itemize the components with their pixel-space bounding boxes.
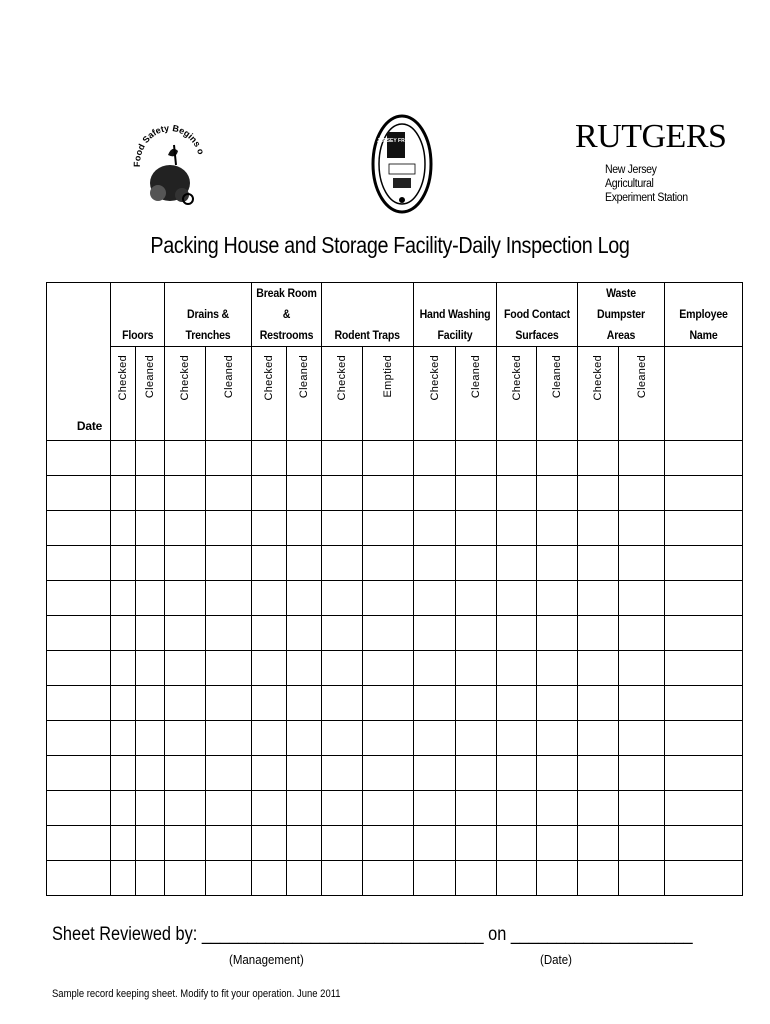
check-entry-cell[interactable] — [136, 651, 165, 686]
check-entry-cell[interactable] — [619, 826, 665, 861]
check-entry-cell[interactable] — [206, 756, 252, 791]
check-entry-cell[interactable] — [537, 721, 578, 756]
check-entry-cell[interactable] — [537, 616, 578, 651]
sub-header — [252, 347, 287, 441]
check-entry-cell[interactable] — [287, 861, 322, 896]
group-header-2 — [252, 283, 322, 347]
check-entry-cell[interactable] — [619, 721, 665, 756]
group-header-6 — [578, 283, 665, 347]
check-entry-cell[interactable] — [322, 511, 363, 546]
date-entry-cell[interactable] — [47, 861, 111, 896]
check-entry-cell[interactable] — [136, 616, 165, 651]
check-entry-cell[interactable] — [619, 476, 665, 511]
check-entry-cell[interactable] — [252, 651, 287, 686]
check-entry-cell[interactable] — [363, 546, 414, 581]
check-entry-cell[interactable] — [322, 721, 363, 756]
check-entry-cell[interactable] — [414, 651, 456, 686]
date-entry-cell[interactable] — [47, 441, 111, 476]
check-entry-cell[interactable] — [578, 826, 619, 861]
check-entry-cell[interactable] — [578, 686, 619, 721]
check-entry-cell[interactable] — [165, 476, 206, 511]
table-row — [47, 511, 743, 546]
check-entry-cell[interactable] — [578, 581, 619, 616]
check-entry-cell[interactable] — [287, 686, 322, 721]
employee-entry-cell[interactable] — [665, 861, 743, 896]
employee-entry-cell[interactable] — [665, 686, 743, 721]
table-row — [47, 546, 743, 581]
check-entry-cell[interactable] — [456, 721, 497, 756]
check-entry-cell[interactable] — [111, 686, 136, 721]
sub-header — [456, 347, 497, 441]
check-entry-cell[interactable] — [252, 861, 287, 896]
group-header-label: Drains & Trenches — [185, 307, 231, 342]
date-entry-cell[interactable] — [47, 476, 111, 511]
check-entry-cell[interactable] — [322, 826, 363, 861]
check-entry-cell[interactable] — [363, 511, 414, 546]
date-header — [47, 283, 111, 441]
employee-name-header — [665, 283, 743, 347]
sheet-reviewed-line: Sheet Reviewed by: _______________________________ on ____________________ — [52, 924, 693, 945]
sub-header-label: Cleaned — [635, 355, 648, 399]
rutgers-logo — [573, 117, 727, 204]
date-entry-cell[interactable] — [47, 651, 111, 686]
check-entry-cell[interactable] — [619, 756, 665, 791]
check-entry-cell[interactable] — [111, 476, 136, 511]
check-entry-cell[interactable] — [252, 511, 287, 546]
food-safety-logo — [128, 105, 208, 215]
check-entry-cell[interactable] — [414, 476, 456, 511]
check-entry-cell[interactable] — [537, 686, 578, 721]
check-entry-cell[interactable] — [497, 826, 537, 861]
check-entry-cell[interactable] — [578, 651, 619, 686]
check-entry-cell[interactable] — [578, 616, 619, 651]
check-entry-cell[interactable] — [619, 616, 665, 651]
check-entry-cell[interactable] — [322, 686, 363, 721]
check-entry-cell[interactable] — [322, 546, 363, 581]
group-header-3 — [322, 283, 414, 347]
check-entry-cell[interactable] — [252, 581, 287, 616]
jersey-fresh-logo — [371, 112, 433, 216]
check-entry-cell[interactable] — [165, 651, 206, 686]
check-entry-cell[interactable] — [537, 476, 578, 511]
check-entry-cell[interactable] — [322, 861, 363, 896]
check-entry-cell[interactable] — [619, 511, 665, 546]
check-entry-cell[interactable] — [287, 616, 322, 651]
check-entry-cell[interactable] — [111, 511, 136, 546]
date-entry-cell[interactable] — [47, 721, 111, 756]
date-entry-cell[interactable] — [47, 826, 111, 861]
check-entry-cell[interactable] — [206, 721, 252, 756]
check-entry-cell[interactable] — [497, 616, 537, 651]
check-entry-cell[interactable] — [165, 441, 206, 476]
employee-entry-cell[interactable] — [665, 616, 743, 651]
inspection-log-table — [46, 282, 743, 896]
group-header-5 — [497, 283, 578, 347]
check-entry-cell[interactable] — [111, 651, 136, 686]
check-entry-cell[interactable] — [136, 476, 165, 511]
check-entry-cell[interactable] — [111, 756, 136, 791]
check-entry-cell[interactable] — [206, 826, 252, 861]
sub-header — [287, 347, 322, 441]
check-entry-cell[interactable] — [287, 546, 322, 581]
table-row — [47, 686, 743, 721]
employee-entry-cell[interactable] — [665, 721, 743, 756]
svg-text:Food Safety Begins on the Farm — [128, 105, 206, 167]
table-row — [47, 826, 743, 861]
check-entry-cell[interactable] — [206, 476, 252, 511]
check-entry-cell[interactable] — [287, 511, 322, 546]
check-entry-cell[interactable] — [206, 581, 252, 616]
sub-header — [136, 347, 165, 441]
check-entry-cell[interactable] — [287, 581, 322, 616]
employee-entry-cell[interactable] — [665, 546, 743, 581]
check-entry-cell[interactable] — [497, 791, 537, 826]
sub-header-label: Cleaned — [144, 355, 156, 399]
check-entry-cell[interactable] — [363, 581, 414, 616]
check-entry-cell[interactable] — [414, 861, 456, 896]
check-entry-cell[interactable] — [136, 546, 165, 581]
check-entry-cell[interactable] — [456, 791, 497, 826]
check-entry-cell[interactable] — [287, 756, 322, 791]
check-entry-cell[interactable] — [206, 791, 252, 826]
sub-header — [322, 347, 363, 441]
check-entry-cell[interactable] — [456, 826, 497, 861]
group-header-label: Food Contact Surfaces — [504, 307, 570, 342]
check-entry-cell[interactable] — [619, 441, 665, 476]
footer-note: Sample record keeping sheet. Modify to fit your operation. June 2011 — [52, 988, 341, 1000]
table-row — [47, 791, 743, 826]
management-label: (Management) — [229, 953, 304, 967]
check-entry-cell[interactable] — [165, 616, 206, 651]
check-entry-cell[interactable] — [537, 441, 578, 476]
check-entry-cell[interactable] — [497, 861, 537, 896]
check-entry-cell[interactable] — [136, 791, 165, 826]
check-entry-cell[interactable] — [456, 861, 497, 896]
check-entry-cell[interactable] — [363, 826, 414, 861]
check-entry-cell[interactable] — [619, 651, 665, 686]
sub-header — [206, 347, 252, 441]
check-entry-cell[interactable] — [456, 581, 497, 616]
group-header-label: Waste Dumpster Areas — [597, 286, 645, 342]
sub-header — [414, 347, 456, 441]
check-entry-cell[interactable] — [206, 441, 252, 476]
check-entry-cell[interactable] — [537, 511, 578, 546]
check-entry-cell[interactable] — [497, 441, 537, 476]
check-entry-cell[interactable] — [363, 476, 414, 511]
check-entry-cell[interactable] — [578, 511, 619, 546]
check-entry-cell[interactable] — [252, 616, 287, 651]
sub-header — [537, 347, 578, 441]
check-entry-cell[interactable] — [136, 686, 165, 721]
table-row — [47, 476, 743, 511]
date-entry-cell[interactable] — [47, 756, 111, 791]
check-entry-cell[interactable] — [111, 861, 136, 896]
check-entry-cell[interactable] — [619, 546, 665, 581]
check-entry-cell[interactable] — [456, 651, 497, 686]
farm-logo-text: Food Safety Begins o — [131, 123, 207, 168]
check-entry-cell[interactable] — [206, 686, 252, 721]
check-entry-cell[interactable] — [111, 441, 136, 476]
check-entry-cell[interactable] — [456, 511, 497, 546]
check-entry-cell[interactable] — [252, 791, 287, 826]
check-entry-cell[interactable] — [252, 756, 287, 791]
check-entry-cell[interactable] — [537, 651, 578, 686]
check-entry-cell[interactable] — [578, 861, 619, 896]
group-header-1 — [165, 283, 252, 347]
check-entry-cell[interactable] — [165, 791, 206, 826]
check-entry-cell[interactable] — [252, 721, 287, 756]
check-entry-cell[interactable] — [456, 441, 497, 476]
check-entry-cell[interactable] — [165, 686, 206, 721]
check-entry-cell[interactable] — [456, 756, 497, 791]
check-entry-cell[interactable] — [322, 441, 363, 476]
check-entry-cell[interactable] — [363, 756, 414, 791]
table-row — [47, 441, 743, 476]
table-row — [47, 756, 743, 791]
date-entry-cell[interactable] — [47, 511, 111, 546]
check-entry-cell[interactable] — [497, 581, 537, 616]
group-header-0 — [111, 283, 165, 347]
check-entry-cell[interactable] — [363, 686, 414, 721]
page-title: Packing House and Storage Facility-Daily Inspection Log — [150, 232, 630, 258]
sub-header — [111, 347, 136, 441]
employee-sub-header — [665, 347, 743, 441]
group-header-label: Hand Washing Facility — [419, 307, 491, 342]
date-entry-cell[interactable] — [47, 686, 111, 721]
check-entry-cell[interactable] — [497, 721, 537, 756]
check-entry-cell[interactable] — [287, 441, 322, 476]
check-entry-cell[interactable] — [136, 581, 165, 616]
check-entry-cell[interactable] — [322, 581, 363, 616]
date-entry-cell[interactable] — [47, 581, 111, 616]
check-entry-cell[interactable] — [363, 651, 414, 686]
check-entry-cell[interactable] — [414, 791, 456, 826]
group-header-label: Floors — [121, 328, 154, 342]
table-row — [47, 581, 743, 616]
check-entry-cell[interactable] — [497, 756, 537, 791]
check-entry-cell[interactable] — [619, 581, 665, 616]
check-entry-cell[interactable] — [619, 861, 665, 896]
check-entry-cell[interactable] — [136, 826, 165, 861]
check-entry-cell[interactable] — [165, 756, 206, 791]
check-entry-cell[interactable] — [136, 756, 165, 791]
check-entry-cell[interactable] — [111, 581, 136, 616]
check-entry-cell[interactable] — [456, 616, 497, 651]
check-entry-cell[interactable] — [414, 686, 456, 721]
check-entry-cell[interactable] — [414, 721, 456, 756]
check-entry-cell[interactable] — [578, 791, 619, 826]
check-entry-cell[interactable] — [287, 826, 322, 861]
check-entry-cell[interactable] — [287, 476, 322, 511]
check-entry-cell[interactable] — [456, 476, 497, 511]
table-row — [47, 651, 743, 686]
table-row — [47, 861, 743, 896]
check-entry-cell[interactable] — [537, 861, 578, 896]
check-entry-cell[interactable] — [322, 476, 363, 511]
check-entry-cell[interactable] — [578, 756, 619, 791]
check-entry-cell[interactable] — [287, 791, 322, 826]
check-entry-cell[interactable] — [363, 721, 414, 756]
sub-header — [165, 347, 206, 441]
check-entry-cell[interactable] — [578, 546, 619, 581]
check-entry-cell[interactable] — [537, 581, 578, 616]
check-entry-cell[interactable] — [414, 616, 456, 651]
employee-entry-cell[interactable] — [665, 791, 743, 826]
employee-name-label: Employee Name — [679, 307, 728, 342]
group-header-4 — [414, 283, 497, 347]
date-entry-cell[interactable] — [47, 791, 111, 826]
check-entry-cell[interactable] — [363, 791, 414, 826]
employee-entry-cell[interactable] — [665, 826, 743, 861]
employee-entry-cell[interactable] — [665, 441, 743, 476]
rutgers-wordmark: RUTGERS — [575, 118, 727, 155]
check-entry-cell[interactable] — [537, 546, 578, 581]
check-entry-cell[interactable] — [497, 511, 537, 546]
check-entry-cell[interactable] — [165, 826, 206, 861]
check-entry-cell[interactable] — [322, 756, 363, 791]
check-entry-cell[interactable] — [252, 476, 287, 511]
check-entry-cell[interactable] — [414, 546, 456, 581]
check-entry-cell[interactable] — [414, 756, 456, 791]
check-entry-cell[interactable] — [111, 546, 136, 581]
check-entry-cell[interactable] — [206, 861, 252, 896]
sub-header-label: Cleaned — [470, 355, 483, 399]
check-entry-cell[interactable] — [165, 511, 206, 546]
check-entry-cell[interactable] — [363, 861, 414, 896]
group-header-label: Break Room & Restrooms — [256, 286, 317, 342]
review-date-label: (Date) — [540, 953, 572, 967]
check-entry-cell[interactable] — [497, 686, 537, 721]
check-entry-cell[interactable] — [165, 721, 206, 756]
check-entry-cell[interactable] — [619, 686, 665, 721]
check-entry-cell[interactable] — [322, 616, 363, 651]
sub-header-label: Checked — [592, 355, 605, 401]
check-entry-cell[interactable] — [206, 546, 252, 581]
check-entry-cell[interactable] — [252, 686, 287, 721]
employee-entry-cell[interactable] — [665, 581, 743, 616]
check-entry-cell[interactable] — [537, 826, 578, 861]
check-entry-cell[interactable] — [414, 441, 456, 476]
check-entry-cell[interactable] — [537, 791, 578, 826]
check-entry-cell[interactable] — [497, 476, 537, 511]
employee-entry-cell[interactable] — [665, 651, 743, 686]
check-entry-cell[interactable] — [363, 441, 414, 476]
employee-entry-cell[interactable] — [665, 476, 743, 511]
check-entry-cell[interactable] — [165, 546, 206, 581]
sub-header — [497, 347, 537, 441]
sub-header — [578, 347, 619, 441]
check-entry-cell[interactable] — [322, 651, 363, 686]
employee-entry-cell[interactable] — [665, 756, 743, 791]
check-entry-cell[interactable] — [136, 721, 165, 756]
check-entry-cell[interactable] — [111, 826, 136, 861]
check-entry-cell[interactable] — [136, 511, 165, 546]
table-row — [47, 721, 743, 756]
group-header-label: Rodent Traps — [334, 328, 401, 342]
check-entry-cell[interactable] — [206, 616, 252, 651]
rutgers-line2: Experiment Station — [605, 192, 688, 204]
sub-header-label: Cleaned — [222, 355, 235, 399]
check-entry-cell[interactable] — [206, 511, 252, 546]
sub-header-label: Checked — [263, 355, 276, 401]
sub-header-label: Cleaned — [551, 355, 564, 399]
check-entry-cell[interactable] — [578, 441, 619, 476]
check-entry-cell[interactable] — [111, 616, 136, 651]
check-entry-cell[interactable] — [456, 546, 497, 581]
sub-header-label: Emptied — [382, 355, 395, 398]
employee-entry-cell[interactable] — [665, 511, 743, 546]
date-entry-cell[interactable] — [47, 546, 111, 581]
jersey-logo-text: JERSEY FRESH — [377, 138, 415, 144]
check-entry-cell[interactable] — [206, 651, 252, 686]
check-entry-cell[interactable] — [136, 861, 165, 896]
check-entry-cell[interactable] — [136, 441, 165, 476]
check-entry-cell[interactable] — [322, 791, 363, 826]
check-entry-cell[interactable] — [414, 511, 456, 546]
check-entry-cell[interactable] — [497, 546, 537, 581]
sub-header — [619, 347, 665, 441]
check-entry-cell[interactable] — [165, 581, 206, 616]
check-entry-cell[interactable] — [111, 721, 136, 756]
check-entry-cell[interactable] — [165, 861, 206, 896]
sub-header-label: Checked — [179, 355, 191, 401]
check-entry-cell[interactable] — [414, 826, 456, 861]
check-entry-cell[interactable] — [252, 826, 287, 861]
sub-header-label: Checked — [428, 355, 441, 401]
check-entry-cell[interactable] — [111, 791, 136, 826]
sub-header-label: Checked — [336, 355, 349, 401]
check-entry-cell[interactable] — [414, 581, 456, 616]
check-entry-cell[interactable] — [456, 686, 497, 721]
date-entry-cell[interactable] — [47, 616, 111, 651]
check-entry-cell[interactable] — [287, 651, 322, 686]
check-entry-cell[interactable] — [497, 651, 537, 686]
check-entry-cell[interactable] — [578, 476, 619, 511]
check-entry-cell[interactable] — [537, 756, 578, 791]
check-entry-cell[interactable] — [619, 791, 665, 826]
sub-header — [363, 347, 414, 441]
check-entry-cell[interactable] — [578, 721, 619, 756]
table-row — [47, 616, 743, 651]
date-header-label: Date — [76, 419, 103, 433]
sub-header-label: Checked — [117, 355, 129, 401]
sub-header-label: Cleaned — [298, 355, 311, 399]
check-entry-cell[interactable] — [252, 441, 287, 476]
rutgers-line1: New Jersey Agricultural — [605, 164, 657, 190]
check-entry-cell[interactable] — [363, 616, 414, 651]
sub-header-label: Checked — [510, 355, 523, 401]
check-entry-cell[interactable] — [252, 546, 287, 581]
check-entry-cell[interactable] — [287, 721, 322, 756]
